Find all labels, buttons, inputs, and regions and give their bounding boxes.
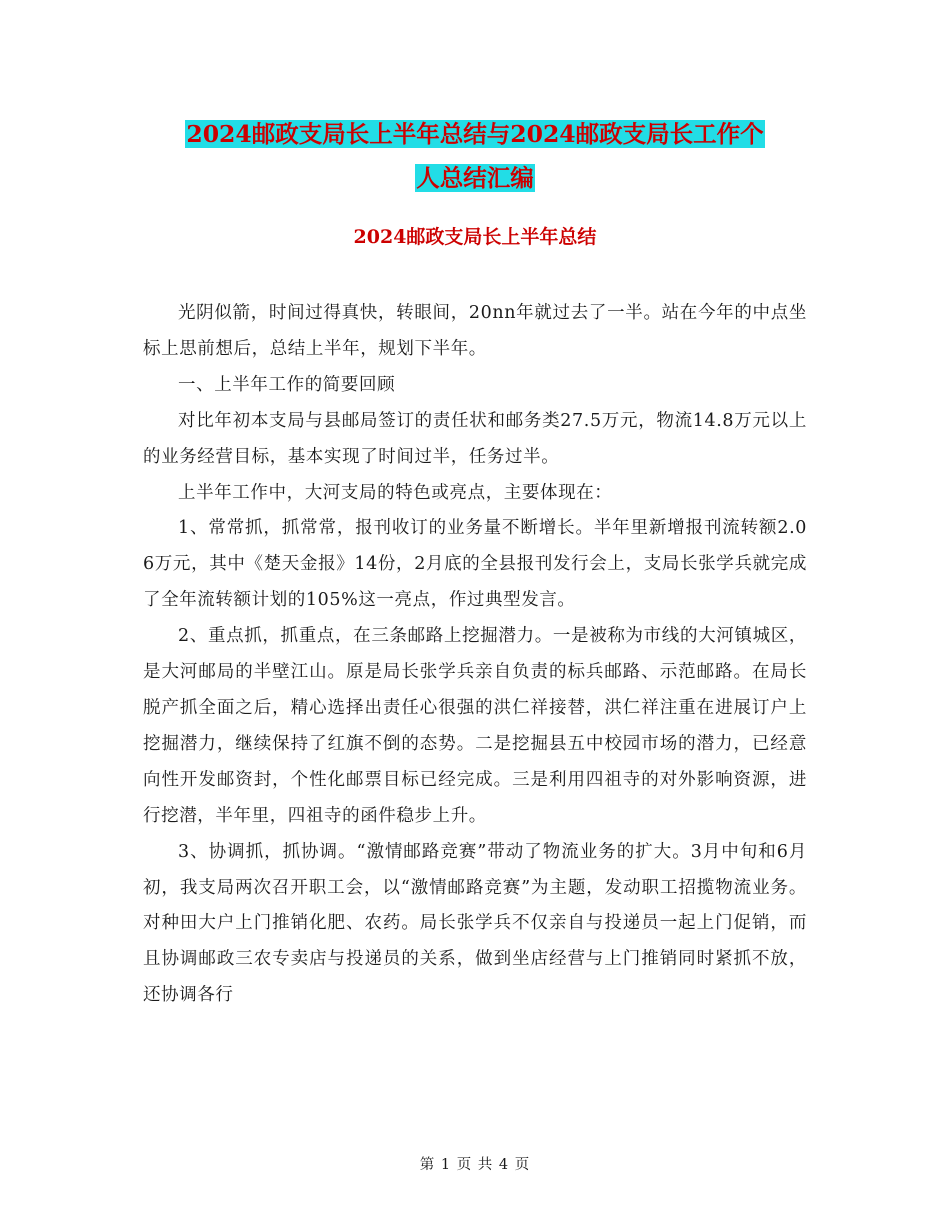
paragraph: 一、上半年工作的简要回顾	[178, 374, 396, 395]
section-heading: 2024邮政支局长上半年总结	[353, 226, 597, 248]
document-title	[0, 112, 950, 200]
document-body	[143, 296, 807, 1014]
paragraph: 2、重点抓，抓重点，在三条邮路上挖掘潜力。一是被称为市线的大河镇城区，是大河邮局的半壁江山。原是局长张学兵亲自负责的标兵邮路、示范邮路。在局长脱产抓全面之后，精心选择出责任心很强的洪仁祥接替，洪仁祥注重在进展订户上挖掘潜力，继续保持了红旗不倒的态势。二是挖掘县五中校园市场的潜力，已经意向性开发邮资封，个性化邮票目标已经完成。三是利用四祖寺的对外影响资源，进行挖潜，半年里，四祖寺的函件稳步上升。	[143, 626, 807, 826]
paragraph: 1、常常抓，抓常常，报刊收订的业务量不断增长。半年里新增报刊流转额2.06万元，其中《楚天金报》14份，2月底的全县报刊发行会上，支局长张学兵就完成了全年流转额计划的105%这一亮点，作过典型发言。	[143, 518, 807, 611]
title-line-2: 人总结汇编	[416, 164, 534, 192]
paragraph: 3、协调抓，抓协调。“激情邮路竞赛”带动了物流业务的扩大。3月中旬和6月初，我支局两次召开职工会，以“激情邮路竞赛”为主题，发动职工招揽物流业务。对种田大户上门推销化肥、农药。局长张学兵不仅亲自与投递员一起上门促销，而且协调邮政三农专卖店与投递员的关系，做到坐店经营与上门推销同时紧抓不放，还协调各行	[143, 841, 807, 1006]
page-footer: 第 1 页 共 4 页	[419, 1157, 531, 1173]
paragraph: 上半年工作中，大河支局的特色或亮点，主要体现在：	[178, 482, 613, 503]
title-line-1: 2024邮政支局长上半年总结与2024邮政支局长工作个	[186, 120, 764, 148]
paragraph: 光阴似箭，时间过得真快，转眼间，20nn年就过去了一半。站在今年的中点坐标上思前想后，总结上半年，规划下半年。	[143, 303, 807, 359]
paragraph: 对比年初本支局与县邮局签订的责任状和邮务类27.5万元，物流14.8万元以上的业务经营目标，基本实现了时间过半，任务过半。	[143, 410, 807, 467]
